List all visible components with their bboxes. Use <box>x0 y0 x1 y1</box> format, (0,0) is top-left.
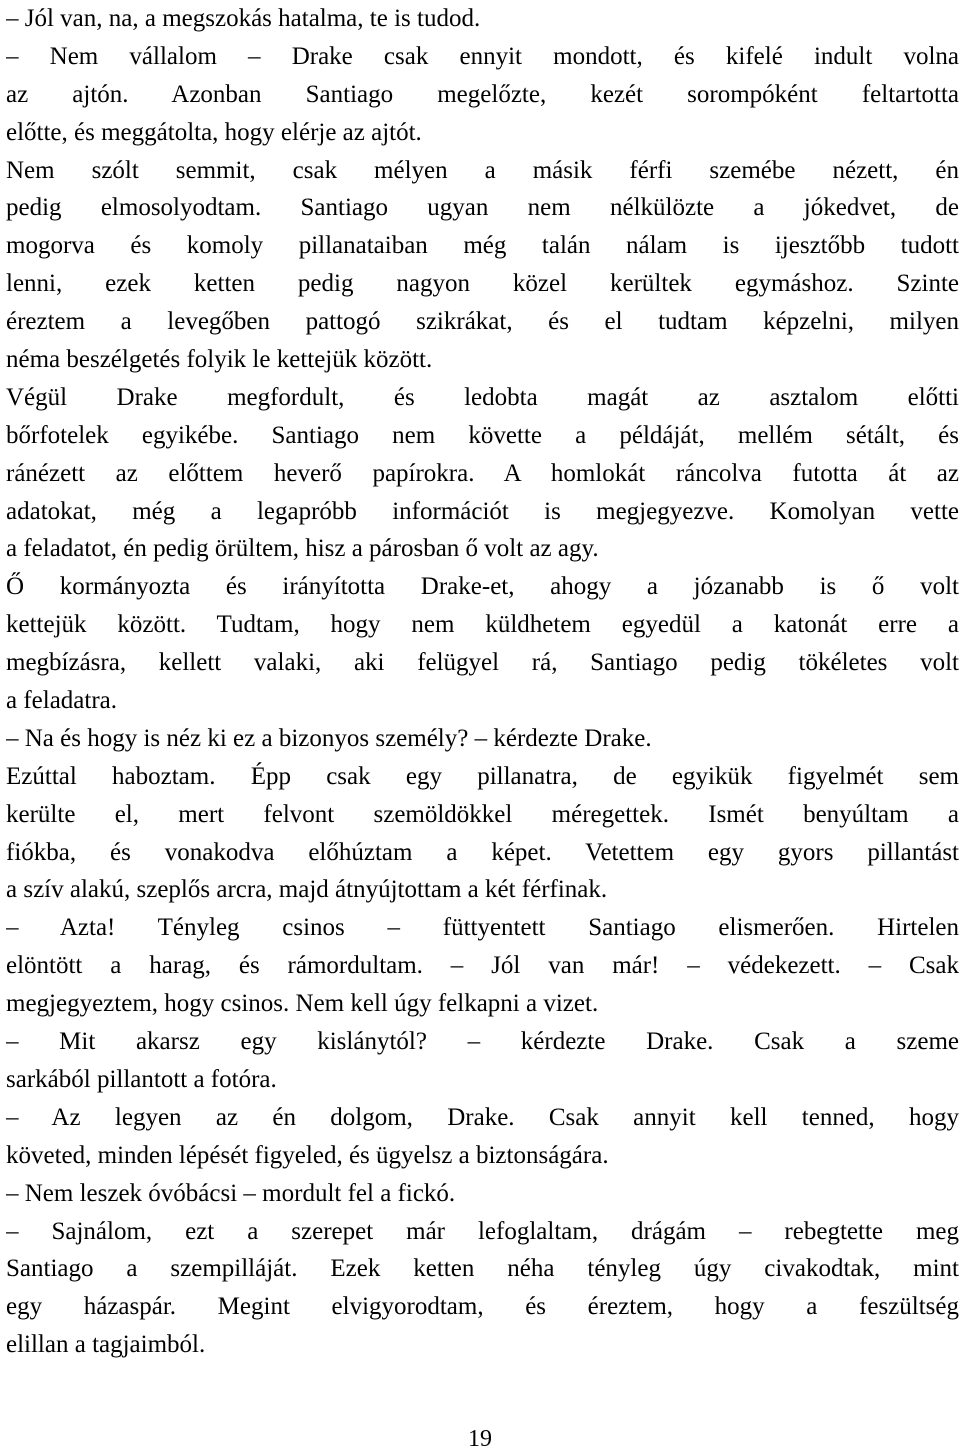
text-line: fiókba, és vonakodva előhúztam a képet. Vetettem egy gyors pillantást <box>6 838 959 866</box>
text-line: sarkából pillantott a fotóra. <box>6 1065 277 1093</box>
text-line: a feladatot, én pedig örültem, hisz a párosban ő volt az agy. <box>6 535 599 563</box>
text-line: pedig elmosolyodtam. Santiago ugyan nem nélkülözte a jókedvet, de <box>6 194 959 222</box>
page-number: 19 <box>468 1426 492 1452</box>
text-line: kettejük között. Tudtam, hogy nem küldhetem egyedül a katonát erre a <box>6 611 959 639</box>
text-line: egy házaspár. Megint elvigyorodtam, és éreztem, hogy a feszültség <box>6 1293 959 1321</box>
text-line: a feladatra. <box>6 687 118 715</box>
text-line: Santiago a szempilláját. Ezek ketten néha tényleg úgy civakodtak, mint <box>6 1255 959 1283</box>
text-line: mogorva és komoly pillanataiban még talán nálam is ijesztőbb tudott <box>6 232 959 260</box>
text-line: – Nem leszek óvóbácsi – mordult fel a fickó. <box>6 1179 456 1207</box>
text-line: bőrfotelek egyikébe. Santiago nem követte a példáját, mellém sétált, és <box>6 421 959 449</box>
text-line: kerülte el, mert felvont szemöldökkel méregettek. Ismét benyúltam a <box>6 800 959 828</box>
text-line: lenni, ezek ketten pedig nagyon közel kerültek egymáshoz. Szinte <box>6 270 959 298</box>
text-line: – Az legyen az én dolgom, Drake. Csak annyit kell tenned, hogy <box>6 1103 959 1131</box>
text-line: néma beszélgetés folyik le kettejük között. <box>6 346 433 374</box>
text-line: Nem szólt semmit, csak mélyen a másik férfi szemébe nézett, én <box>6 156 959 184</box>
book-page-text <box>6 0 959 1364</box>
text-line: a szív alakú, szeplős arcra, majd átnyújtottam a két férfinak. <box>6 876 608 904</box>
text-line: adatokat, még a legapróbb információt is megjegyezve. Komolyan vette <box>6 497 959 525</box>
text-line: Ezúttal haboztam. Épp csak egy pillanatra, de egyikük figyelmét sem <box>6 762 959 790</box>
text-line: megbízásra, kellett valaki, aki felügyel rá, Santiago pedig tökéletes volt <box>6 649 959 677</box>
text-line: – Nem vállalom – Drake csak ennyit mondott, és kifelé indult volna <box>6 42 959 70</box>
text-line: – Sajnálom, ezt a szerepet már lefoglaltam, drágám – rebegtette meg <box>6 1217 959 1245</box>
text-line: – Azta! Tényleg csinos – füttyentett Santiago elismerően. Hirtelen <box>6 914 959 942</box>
text-line: az ajtón. Azonban Santiago megelőzte, kezét sorompóként feltartotta <box>6 80 959 108</box>
text-line: – Jól van, na, a megszokás hatalma, te is tudod. <box>6 5 481 32</box>
text-line: ránézett az előttem heverő papírokra. A homlokát ráncolva futotta át az <box>6 459 959 487</box>
text-line: Ő kormányozta és irányította Drake-et, ahogy a józanabb is ő volt <box>6 573 959 601</box>
text-line: elöntött a harag, és rámordultam. – Jól van már! – védekezett. – Csak <box>6 952 959 980</box>
text-line: – Na és hogy is néz ki ez a bizonyos személy? – kérdezte Drake. <box>6 724 652 752</box>
text-line: éreztem a levegőben pattogó szikrákat, és el tudtam képzelni, milyen <box>6 308 959 336</box>
text-line: Végül Drake megfordult, és ledobta magát az asztalom előtti <box>6 383 959 411</box>
text-line: elillan a tagjaimból. <box>6 1331 206 1359</box>
text-line: megjegyeztem, hogy csinos. Nem kell úgy felkapni a vizet. <box>6 990 599 1018</box>
text-line: – Mit akarsz egy kislánytól? – kérdezte Drake. Csak a szeme <box>6 1028 959 1056</box>
text-line: előtte, és meggátolta, hogy elérje az ajtót. <box>6 118 422 146</box>
text-line: követed, minden lépését figyeled, és ügyelsz a biztonságára. <box>6 1141 609 1169</box>
